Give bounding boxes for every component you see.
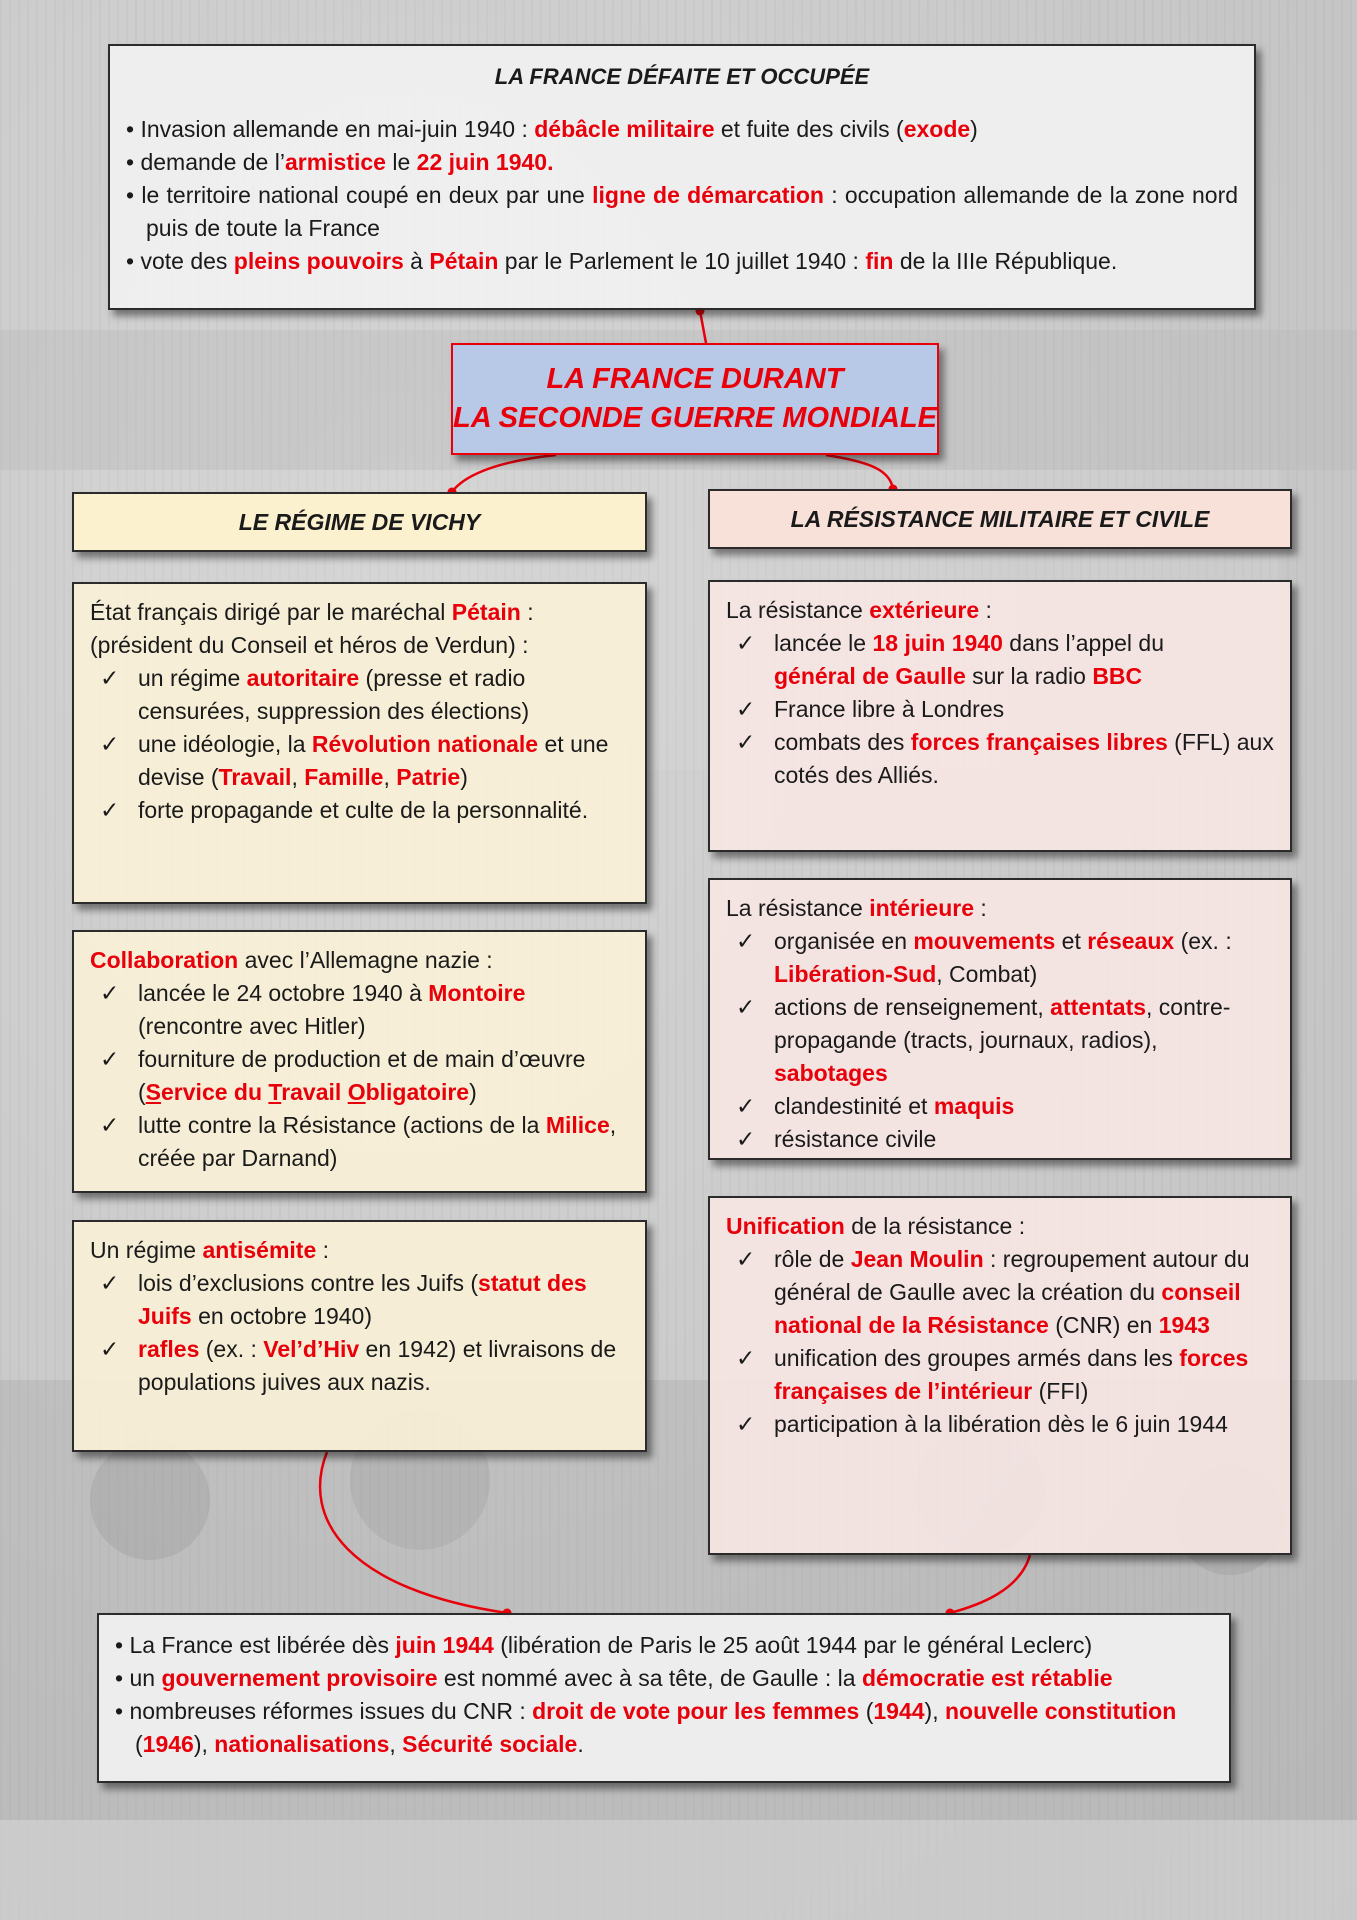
liberation-item-government: • un gouvernement provisoire est nommé avec à sa tête, de Gaulle : la démocratie est rétablie	[115, 1665, 1113, 1691]
defeat-list	[126, 113, 1238, 278]
collaboration-box	[72, 930, 647, 1193]
collaboration-list	[90, 977, 629, 1175]
check-icon: ✓	[736, 1093, 756, 1119]
internal-resistance-list	[726, 925, 1274, 1156]
unification-list	[726, 1243, 1274, 1441]
unification-intro: Unification de la résistance :	[726, 1213, 1026, 1239]
defeat-occupation-box	[108, 44, 1256, 310]
liberation-list	[115, 1629, 1213, 1761]
defeat-item-invasion: • Invasion allemande en mai-juin 1940 : débâcle militaire et fuite des civils (exode)	[126, 116, 978, 142]
list-item: ✓ fourniture de production et de main d’œuvre (Service du Travail Obligatoire)	[90, 1043, 629, 1109]
external-resistance-box	[708, 580, 1292, 852]
list-item: ✓ lancée le 18 juin 1940 dans l’appel du général de Gaulle sur la radio BBC	[726, 627, 1274, 693]
list-item: ✓ forte propagande et culte de la personnalité.	[90, 794, 629, 827]
check-icon: ✓	[736, 1411, 756, 1437]
vichy-state-intro-2: (président du Conseil et héros de Verdun) :	[90, 632, 529, 658]
list-item: ✓ combats des forces françaises libres (FFL) aux cotés des Alliés.	[726, 726, 1274, 792]
defeat-item-armistice: • demande de l’armistice le 22 juin 1940.	[126, 149, 554, 175]
main-title-box	[451, 343, 939, 455]
liberation-item-paris: • La France est libérée dès juin 1944 (libération de Paris le 25 août 1944 par le général Leclerc)	[115, 1632, 1093, 1658]
list-item: ✓ organisée en mouvements et réseaux (ex. : Libération-Sud, Combat)	[726, 925, 1274, 991]
main-title-line-1: LA FRANCE DURANT	[546, 363, 844, 395]
unification-box	[708, 1196, 1292, 1555]
list-item: ✓ lancée le 24 octobre 1940 à Montoire (rencontre avec Hitler)	[90, 977, 629, 1043]
defeat-item-demarcation: • le territoire national coupé en deux par une ligne de démarcation : occupation allemande de la zone nord puis de toute la France	[126, 182, 1239, 241]
defeat-occupation-title: LA FRANCE DÉFAITE ET OCCUPÉE	[494, 64, 870, 89]
list-item: ✓ France libre à Londres	[726, 693, 1274, 726]
list-item: ✓ unification des groupes armés dans les forces françaises de l’intérieur (FFI)	[726, 1342, 1274, 1408]
vichy-state-list	[90, 662, 629, 827]
resistance-header-label: LA RÉSISTANCE MILITAIRE ET CIVILE	[790, 505, 1210, 532]
check-icon: ✓	[100, 1270, 120, 1296]
check-icon: ✓	[100, 731, 120, 757]
check-icon: ✓	[100, 1046, 120, 1072]
list-item: ✓ un régime autoritaire (presse et radio censurées, suppression des élections)	[90, 662, 629, 728]
check-icon: ✓	[100, 1336, 120, 1362]
list-item: ✓ lois d’exclusions contre les Juifs (statut des Juifs en octobre 1940)	[90, 1267, 629, 1333]
check-icon: ✓	[100, 980, 120, 1006]
liberation-item-reforms: • nombreuses réformes issues du CNR : droit de vote pour les femmes (1944), nouvelle constitution (1946), nationalisations, Sécurité sociale.	[115, 1698, 1177, 1757]
list-item: ✓ une idéologie, la Révolution nationale et une devise (Travail, Famille, Patrie)	[90, 728, 629, 794]
list-item: ✓ clandestinité et maquis	[726, 1090, 1274, 1123]
list-item: ✓ rafles (ex. : Vel’d’Hiv en 1942) et livraisons de populations juives aux nazis.	[90, 1333, 629, 1399]
internal-resistance-box	[708, 878, 1292, 1160]
main-title-line-2: LA SECONDE GUERRE MONDIALE	[453, 402, 937, 434]
check-icon: ✓	[736, 1345, 756, 1371]
list-item: ✓ résistance civile	[726, 1123, 1274, 1156]
check-icon: ✓	[736, 994, 756, 1020]
internal-resistance-intro: La résistance intérieure :	[726, 895, 987, 921]
check-icon: ✓	[100, 797, 120, 823]
check-icon: ✓	[100, 665, 120, 691]
list-item: ✓ rôle de Jean Moulin : regroupement autour du général de Gaulle avec la création du conseil national de la Résistance (CNR) en 1943	[726, 1243, 1274, 1342]
check-icon: ✓	[736, 1246, 756, 1272]
vichy-state-intro: État français dirigé par le maréchal Pétain :	[90, 599, 534, 625]
liberation-box	[97, 1613, 1231, 1783]
antisemitism-intro: Un régime antisémite :	[90, 1237, 330, 1263]
external-resistance-list	[726, 627, 1274, 792]
list-item: ✓ lutte contre la Résistance (actions de la Milice, créée par Darnand)	[90, 1109, 629, 1175]
list-item: ✓ participation à la libération dès le 6 juin 1944	[726, 1408, 1274, 1441]
check-icon: ✓	[736, 630, 756, 656]
list-item: ✓ actions de renseignement, attentats, contre-propagande (tracts, journaux, radios), sabotages	[726, 991, 1274, 1090]
antisemitism-box	[72, 1220, 647, 1452]
antisemitism-list	[90, 1267, 629, 1399]
check-icon: ✓	[736, 729, 756, 755]
vichy-header-label: LE RÉGIME DE VICHY	[238, 508, 481, 535]
vichy-state-box	[72, 582, 647, 904]
check-icon: ✓	[736, 696, 756, 722]
check-icon: ✓	[736, 1126, 756, 1152]
vichy-header	[72, 492, 647, 552]
check-icon: ✓	[100, 1112, 120, 1138]
defeat-item-full-powers: • vote des pleins pouvoirs à Pétain par le Parlement le 10 juillet 1940 : fin de la IIIe République.	[126, 248, 1118, 274]
resistance-header	[708, 489, 1292, 549]
external-resistance-intro: La résistance extérieure :	[726, 597, 992, 623]
check-icon: ✓	[736, 928, 756, 954]
collaboration-intro: Collaboration avec l’Allemagne nazie :	[90, 947, 493, 973]
